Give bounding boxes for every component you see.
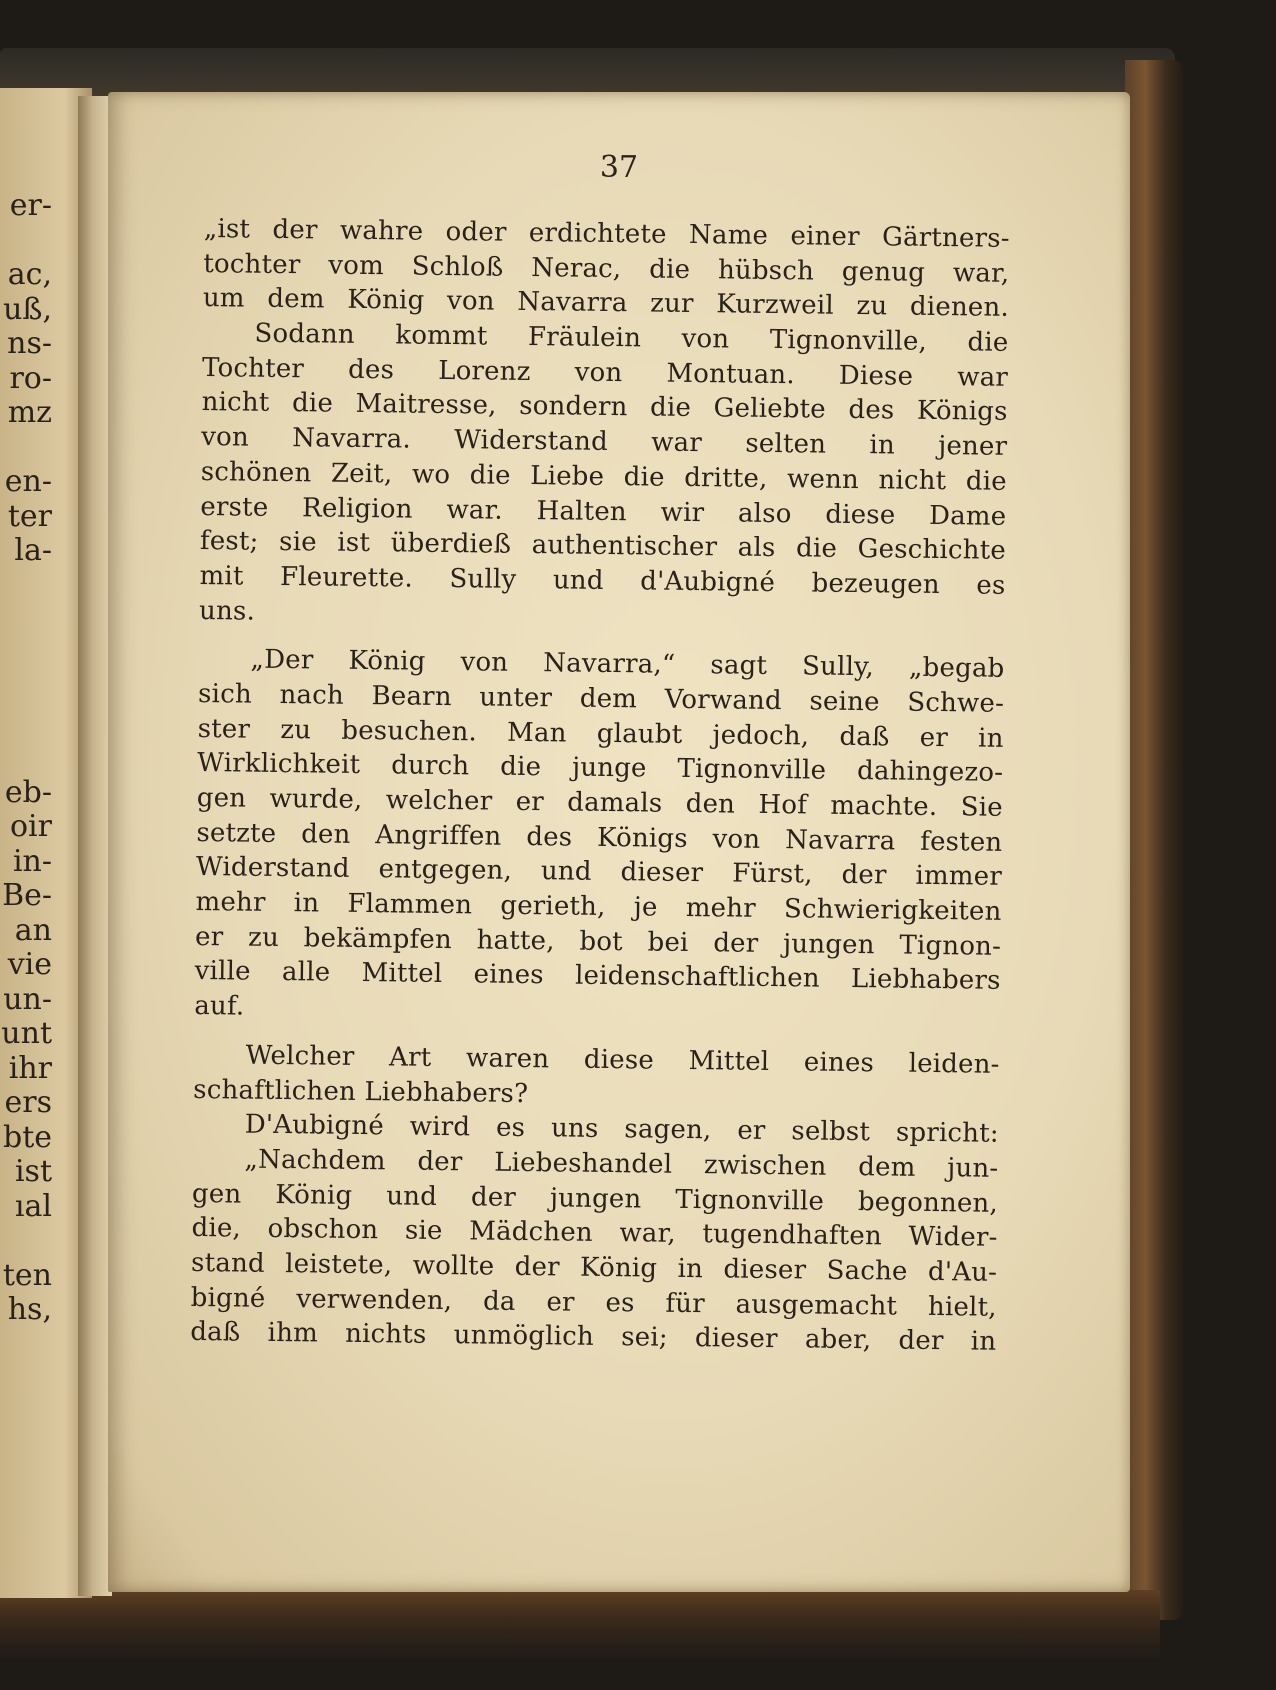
text-line: mit Fleurette. Sully und d'Aubigné bezeugen es xyxy=(199,560,1006,601)
text-line: die, obschon sie Mädchen war, tugendhaften Wider- xyxy=(191,1213,998,1254)
page-number: 37 xyxy=(599,150,639,185)
text-line: erste Religion war. Halten wir also diese Dame xyxy=(200,491,1007,532)
left-page-fragment: ıal xyxy=(14,1188,52,1224)
left-page-fragment: ers xyxy=(4,1085,52,1120)
right-page xyxy=(108,92,1130,1592)
text-line: „Nachdem der Liebeshandel zwischen dem jun- xyxy=(244,1144,999,1184)
text-line: tochter vom Schloß Nerac, die hübsch genug war, xyxy=(203,248,1010,289)
text-line: setzte den Angriffen des Königs von Navarra festen xyxy=(196,817,1003,858)
left-page-fragment: eb- xyxy=(4,774,52,810)
left-page-fragment: oir xyxy=(10,809,52,844)
left-page-fragment: ac, xyxy=(7,257,52,292)
left-page-fragment: en- xyxy=(4,464,52,499)
text-line: sich nach Bearn unter dem Vorwand seine Schwe- xyxy=(197,678,1005,719)
text-line: D'Aubigné wird es uns sagen, er selbst spricht: xyxy=(244,1109,999,1149)
book-gutter xyxy=(78,96,112,1596)
text-line: stand leistete, wollte der König in dieser Sache d'Au- xyxy=(190,1247,998,1288)
left-page-fragment: er- xyxy=(9,188,52,223)
book-cover-spine-edge xyxy=(1125,60,1183,1620)
left-page-fragment: an xyxy=(14,912,52,948)
left-page-fragment: ns- xyxy=(7,326,52,361)
left-page-fragment: ter xyxy=(7,498,52,534)
text-line: schaftlichen Liebhabers? xyxy=(193,1074,529,1109)
left-page-fragment: un- xyxy=(3,981,52,1017)
left-page-fragment: bte xyxy=(2,1119,52,1155)
text-line: um dem König von Navarra zur Kurzweil zu dienen. xyxy=(202,283,1010,324)
text-line: gen König und der jungen Tignonville begonnen, xyxy=(191,1178,999,1219)
text-line: nicht die Maitresse, sondern die Geliebte des Königs xyxy=(201,387,1008,428)
left-page-fragment: uß, xyxy=(3,291,52,327)
left-page-fragment: Be- xyxy=(2,878,52,913)
text-line: uns. xyxy=(198,595,256,627)
text-line: Wirklichkeit durch die junge Tignonville dahingezo- xyxy=(197,748,1004,789)
left-page-fragment: hs, xyxy=(7,1292,52,1327)
text-line: fest; sie ist überdieß authentischer als die Geschichte xyxy=(199,526,1007,567)
text-line: schönen Zeit, wo die Liebe die dritte, wenn nicht die xyxy=(200,456,1007,497)
text-line: gen wurde, welcher er damals den Hof machte. Sie xyxy=(196,782,1003,823)
text-line: von Navarra. Widerstand war selten in jener xyxy=(201,422,1008,462)
text-line: auf. xyxy=(194,991,245,1022)
text-line: ville alle Mittel eines leidenschaftlichen Liebhabers xyxy=(194,956,1001,997)
text-line: „ist der wahre oder erdichtete Name einer Gärtners- xyxy=(203,213,1010,254)
text-line: Widerstand entgegen, und dieser Fürst, der immer xyxy=(195,852,1003,893)
book-cover-bottom xyxy=(0,1590,1160,1660)
left-page-fragment: vie xyxy=(7,947,52,982)
page-text xyxy=(190,212,1010,1360)
text-line: „Der König von Navarra,“ sagt Sully, „begab xyxy=(250,644,1005,685)
left-page-fragment: ihr xyxy=(8,1050,52,1086)
left-page-fragment: ist xyxy=(14,1154,52,1189)
left-page-fragment: in- xyxy=(12,843,52,879)
left-page-fragment: ro- xyxy=(9,360,52,396)
left-page-fragment: la- xyxy=(14,533,52,568)
text-line: Welcher Art waren diese Mittel eines leiden- xyxy=(245,1040,1000,1080)
text-line: daß ihm nichts unmöglich sei; dieser aber, der in xyxy=(190,1317,997,1358)
text-line: Sodann kommt Fräulein von Tignonville, die xyxy=(254,318,1009,358)
left-page-fragment: mz xyxy=(7,395,52,430)
left-page-fragment: ten xyxy=(2,1257,52,1293)
text-line: ster zu besuchen. Man glaubt jedoch, daß er in xyxy=(197,713,1004,754)
text-line: bigné verwenden, da er es für ausgemacht hielt, xyxy=(190,1282,997,1323)
text-line: Tochter des Lorenz von Montuan. Diese war xyxy=(201,352,1009,393)
text-line: er zu bekämpfen hatte, bot bei der jungen Tignon- xyxy=(194,921,1002,962)
text-line: mehr in Flammen gerieth, je mehr Schwierigkeiten xyxy=(195,887,1002,927)
left-page-fragment: unt xyxy=(1,1016,52,1051)
